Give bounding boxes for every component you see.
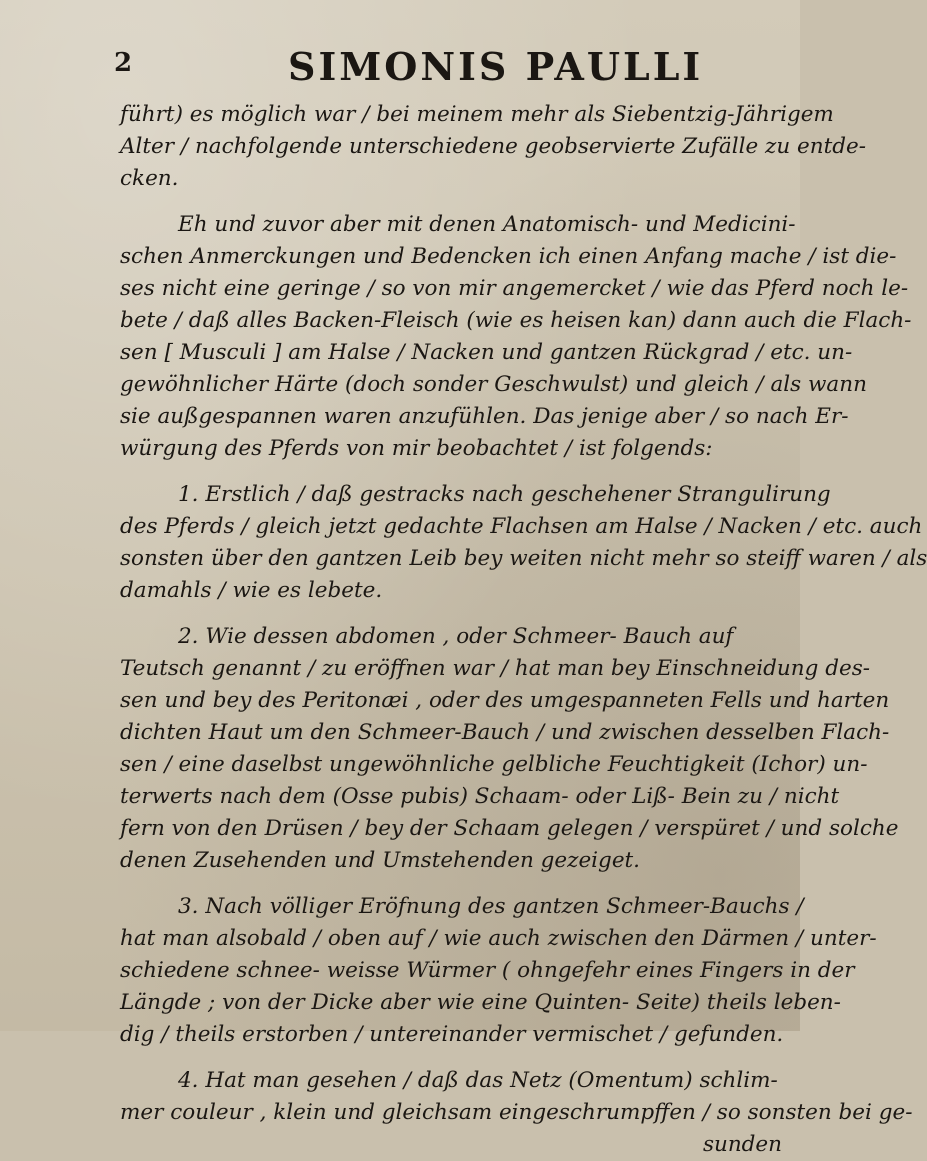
text-line: Teutsch genannt / zu eröffnen war / hat man bey Einschneidung des- (120, 656, 871, 681)
text-line: fern von den Drüsen / bey der Schaam gelegen / verspüret / und solche (120, 816, 899, 841)
text-line: sen [ Musculi ] am Halse / Nacken und gantzen Rückgrad / etc. un- (120, 340, 853, 365)
text-line: mer couleur , klein und gleichsam eingeschrumpffen / so sonsten bei ge- (120, 1100, 913, 1125)
text-line: sie außgespannen waren anzufühlen. Das jenige aber / so nach Er- (120, 404, 849, 429)
paragraph-gap (120, 877, 792, 891)
running-head: SIMONIS PAULLI (288, 44, 704, 89)
text-line: dig / theils erstorben / untereinander vermischet / gefunden. (120, 1022, 784, 1047)
text-line: denen Zusehenden und Umstehenden gezeiget. (120, 848, 641, 873)
text-line: hat man alsobald / oben auf / wie auch zwischen den Därmen / unter- (120, 926, 877, 951)
page-header (0, 44, 800, 88)
text-line: sen / eine daselbst ungewöhnliche gelbliche Feuchtigkeit (Ichor) un- (120, 752, 868, 777)
page-number: 2 (114, 48, 133, 78)
text-line: gewöhnlicher Härte (doch sonder Geschwulst) und gleich / als wann (120, 372, 867, 397)
text-line: bete / daß alles Backen-Fleisch (wie es heisen kan) dann auch die Flach- (120, 308, 912, 333)
text-line: 2. Wie dessen abdomen , oder Schmeer- Bauch auf (178, 624, 734, 649)
paragraph-gap (120, 465, 792, 479)
text-line: damahls / wie es lebete. (120, 578, 383, 603)
catchword: sunden (702, 1132, 782, 1157)
paragraph-gap (120, 195, 792, 209)
text-line: sonsten über den gantzen Leib bey weiten nicht mehr so steiff waren / als (120, 546, 927, 571)
text-line: des Pferds / gleich jetzt gedachte Flachsen am Halse / Nacken / etc. auch (120, 514, 923, 539)
text-line: 4. Hat man gesehen / daß das Netz (Omentum) schlim- (178, 1068, 778, 1093)
text-line: Längde ; von der Dicke aber wie eine Quinten- Seite) theils leben- (120, 990, 841, 1015)
paragraph-gap (120, 607, 792, 621)
text-line: ses nicht eine geringe / so von mir angemercket / wie das Pferd noch le- (120, 276, 909, 301)
text-line: 3. Nach völliger Eröfnung des gantzen Schmeer-Bauchs / (178, 894, 804, 919)
text-line: Alter / nachfolgende unterschiedene geobservierte Zufälle zu entde- (120, 134, 866, 159)
paragraph-gap (120, 1051, 792, 1065)
text-line: cken. (120, 166, 179, 191)
text-line: dichten Haut um den Schmeer-Bauch / und zwischen desselben Flach- (120, 720, 890, 745)
text-line: sen und bey des Peritonæi , oder des umgespanneten Fells und harten (120, 688, 890, 713)
text-line: würgung des Pferds von mir beobachtet / ist folgends: (120, 436, 713, 461)
text-line: 1. Erstlich / daß gestracks nach geschehener Strangulirung (178, 482, 831, 507)
body-text (120, 99, 927, 1161)
text-line: Eh und zuvor aber mit denen Anatomisch- und Medicini- (178, 212, 796, 237)
text-line: terwerts nach dem (Osse pubis) Schaam- oder Liß- Bein zu / nicht (120, 784, 840, 809)
text-line: schiedene schnee- weisse Würmer ( ohngefehr eines Fingers in der (120, 958, 855, 983)
text-line: führt) es möglich war / bei meinem mehr als Siebentzig-Jährigem (120, 102, 834, 127)
text-line: schen Anmerckungen und Bedencken ich einen Anfang mache / ist die- (120, 244, 897, 269)
